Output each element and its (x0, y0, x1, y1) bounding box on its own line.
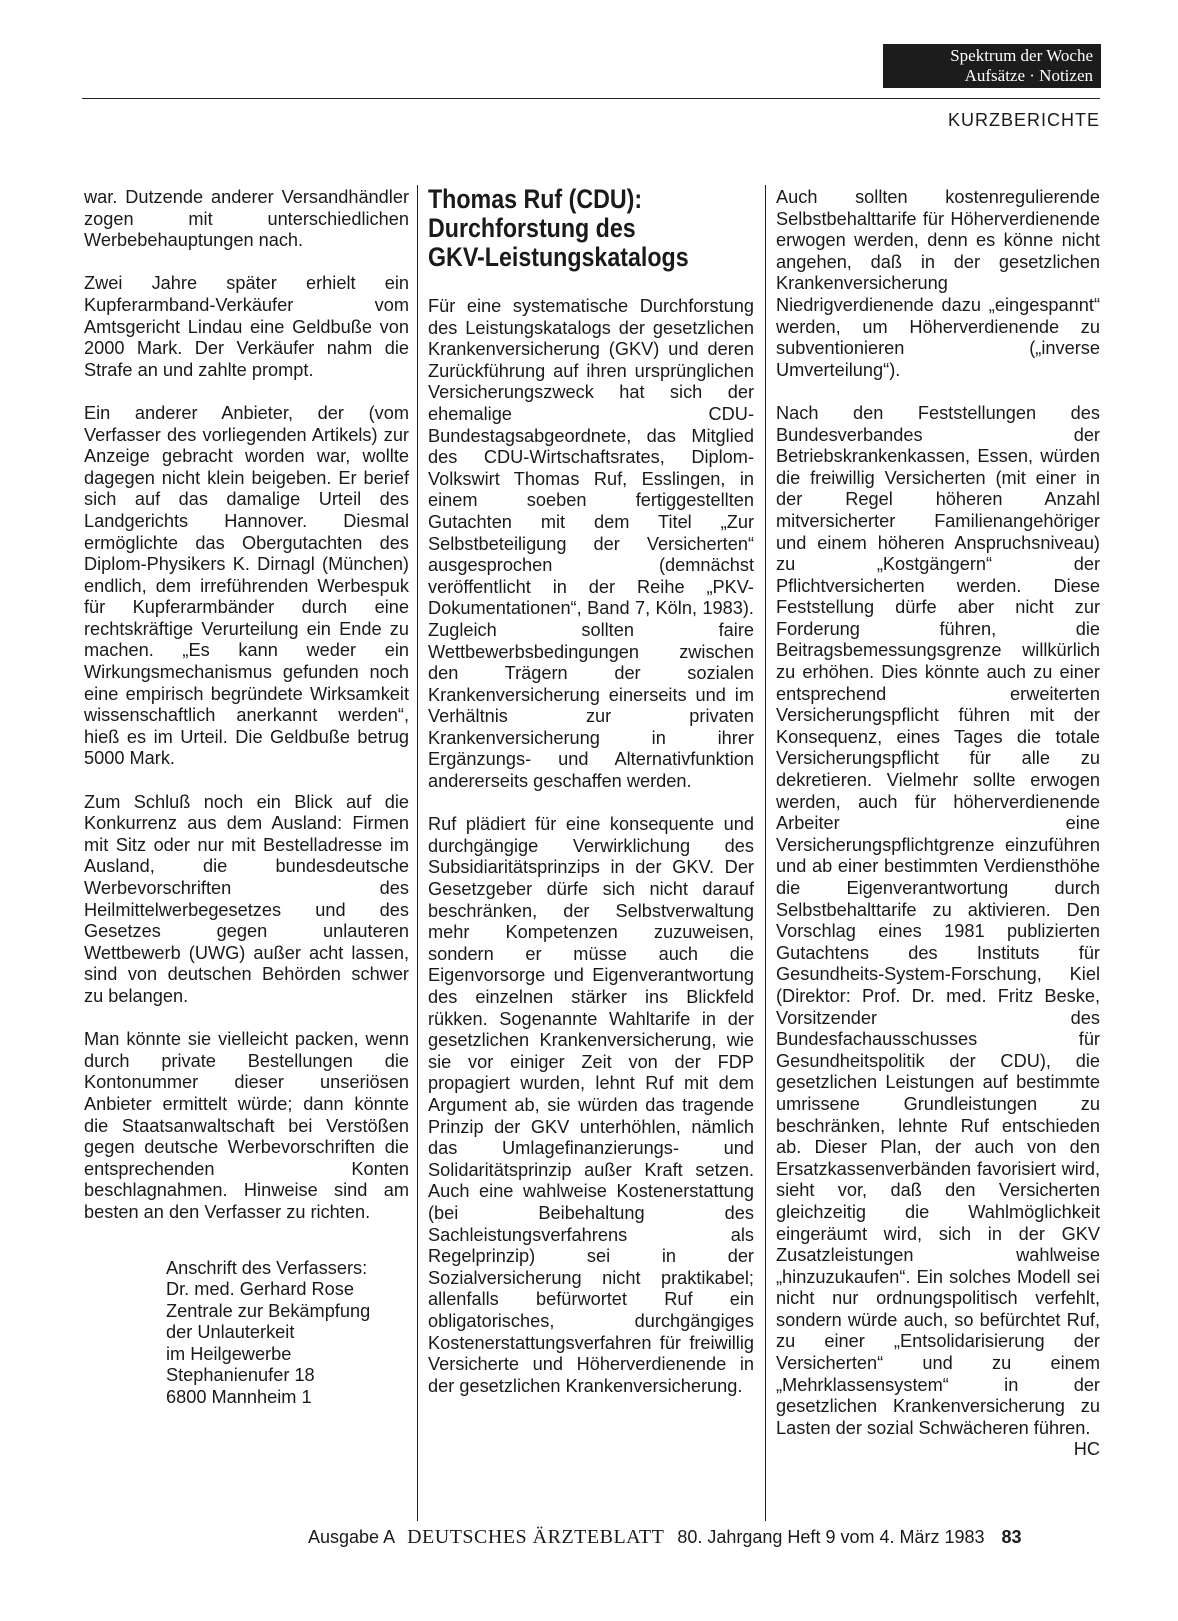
paragraph: Zwei Jahre später erhielt ein Kupferarmband-Verkäufer vom Amtsgericht Lindau eine Geldbuße von 2000 Mark. Der Verkäufer nahm die Strafe an und zahlte prompt. (84, 273, 409, 380)
section-title: KURZBERICHTE (947, 110, 1100, 130)
footer-issue: 80. Jahrgang Heft 9 vom 4. März 1983 (677, 1527, 985, 1547)
footer-journal: DEUTSCHES ÄRZTEBLATT (407, 1526, 665, 1548)
paragraph: war. Dutzende anderer Versandhändler zogen mit unterschiedlichen Werbebehauptungen nach. (84, 187, 409, 251)
paragraph: Auch sollten kostenregulierende Selbstbehalttarife für Höherverdienende erwogen werden, denn es könne nicht angehen, daß in der gesetzlichen Krankenversicherung Niedrigverdienende dazu „eingespannt“ werden, um Höherverdienende zu subventionieren („inverse Umverteilung“). (776, 187, 1100, 380)
paragraph: Man könnte sie vielleicht packen, wenn durch private Bestellungen die Kontonummer dieser unseriösen Anbieter ermittelt würde; dann könnte die Staatsanwaltschaft bei Verstößen gegen deutsche Werbevorschriften die entsprechenden Konten beschlagnahmen. Hinweise sind am besten an den Verfasser zu richten. (84, 1029, 409, 1222)
section-badge (883, 44, 1101, 88)
page-footer (308, 1526, 1022, 1549)
paragraph: Nach den Feststellungen des Bundesverbandes der Betriebskrankenkassen, Essen, würden die freiwillig Versicherten (mit einer in der Regel höheren Anzahl mitversicherter Familienangehöriger und einem höheren Anspruchsniveau) zu „Kostgängern“ der Pflichtversicherten werden. Diese Feststellung dürfe aber nicht zur Forderung führen, die Beitragsbemessungsgrenze willkürlich zu erhöhen. Dies könnte auch zu einer entsprechend erweiterten Versicherungspflicht führen mit der Konsequenz, eines Tages die totale Versicherungspflicht für alle zu dekretieren. Vielmehr sollte erwogen werden, auch für höherverdienende Arbeiter eine Versicherungspflichtgrenze einzuführen und ab einer bestimmten Verdiensthöhe die Eigenverantwortung durch Selbstbehalttarife zu aktivieren. Den Vorschlag eines 1981 publizierten Gutachtens des Instituts für Gesundheits-System-Forschung, Kiel (Direktor: Prof. Dr. med. Fritz Beske, Vorsitzender des Bundesfachausschusses für Gesundheitspolitik der CDU), die gesetzlichen Leistungen auf bestimmte umrissene Grundleistungen zu beschränken, lehnte Ruf entschieden ab. Dieser Plan, der auch von den Ersatzkassenverbänden favorisiert wird, sieht vor, daß den Versicherten gleichzeitig die Wahlmöglichkeit eingeräumt wird, sich in der GKV Zusatzleistungen wahlweise „hinzuzukaufen“. Ein solches Modell sei nicht nur ordnungspolitisch verfehlt, sondern würde auch, so befürchtet Ruf, zu einer „Entsolidarisierung der Versicherten“ und zu einem „Mehrklassensystem“ in der gesetzlichen Krankenversicherung zu Lasten der sozial Schwächeren führen. (776, 402, 1100, 1438)
address-line: Stephanienufer 18 (166, 1365, 315, 1386)
badge-line-1: Spektrum der Woche (950, 46, 1093, 65)
author-address (84, 1258, 409, 1409)
paragraph: Ein anderer Anbieter, der (vom Verfasser des vorliegenden Artikels) zur Anzeige gebracht worden war, wollte dagegen nicht klein beigeben. Er berief sich auf das damalige Urteil des Landgerichts Hannover. Diesmal ermöglichte das Obergutachten des Diplom-Physikers K. Dirnagl (München) endlich, dem irreführenden Werbespuk für Kupferarmbänder durch eine rechtskräftige Verurteilung ein Ende zu machen. „Es kann weder ein Wirkungsmechanismus gefunden noch eine empirisch begründete Wirksamkeit wissenschaftlich anerkannt werden“, hieß es im Urteil. Die Geldbuße betrug 5000 Mark. (84, 402, 409, 769)
column-3 (776, 187, 1100, 1461)
page-number: 83 (1001, 1527, 1022, 1547)
column-1 (84, 187, 409, 1409)
headline-line: Thomas Ruf (CDU): (428, 184, 643, 214)
address-line: Anschrift des Verfassers: (166, 1257, 368, 1278)
paragraph: Zum Schluß noch ein Blick auf die Konkurrenz aus dem Ausland: Firmen mit Sitz oder nur mit Bestelladresse im Ausland, die bundesdeutsche Werbevorschriften des Heilmittelwerbegesetzes und des Gesetzes gegen unlauteren Wettbewerb (UWG) außer acht lassen, sind von deutschen Behörden schwer zu belangen. (84, 791, 409, 1006)
headline-line: Durchforstung des (428, 213, 636, 243)
paragraph: Ruf plädiert für eine konsequente und durchgängige Verwirklichung des Subsidiaritätsprinzips in der GKV. Der Gesetzgeber dürfe sich nicht darauf beschränken, der Selbstverwaltung mehr Kompetenzen zuzuweisen, sondern er müsse auch die Eigenvorsorge und Eigenverantwortung des einzelnen stärker ins Blickfeld rükken. Sogenannte Wahltarife in der gesetzlichen Krankenversicherung, wie sie vor einiger Zeit von der FDP propagiert wurden, lehnt Ruf mit dem Argument ab, sie würden das tragende Prinzip der GKV unterhöhlen, nämlich das Umlagefinanzierungs- und Solidaritätsprinzip außer Kraft setzen. Auch eine wahlweise Kostenerstattung (bei Beibehaltung des Sachleistungsverfahrens als Regelprinzip) sei in der Sozialversicherung nicht praktikabel; allenfalls befürwortet Ruf ein obligatorisches, durchgängiges Kostenerstattungsverfahren für freiwillig Versicherte und Höherverdienende in der gesetzlichen Krankenversicherung. (428, 814, 754, 1396)
column-divider-1 (417, 185, 418, 1521)
badge-line-2: Aufsätze · Notizen (964, 66, 1093, 85)
address-line: im Heilgewerbe (166, 1343, 292, 1364)
address-line: der Unlauterkeit (166, 1322, 295, 1343)
address-line: Zentrale zur Bekämpfung (166, 1300, 371, 1321)
headline-line: GKV-Leistungskatalogs (428, 242, 689, 272)
address-line: Dr. med. Gerhard Rose (166, 1279, 355, 1300)
address-line: 6800 Mannheim 1 (166, 1387, 312, 1408)
paragraph: Für eine systematische Durchforstung des Leistungskatalogs der gesetzlichen Krankenversicherung (GKV) und deren Zurückführung auf ihren ursprünglichen Versicherungszweck hat sich der ehemalige CDU-Bundestagsabgeordnete, das Mitglied des CDU-Wirtschaftsrates, Diplom-Volkswirt Thomas Ruf, Esslingen, in einem soeben fertiggestellten Gutachten mit dem Titel „Zur Selbstbeteiligung der Versicherten“ ausgesprochen (demnächst veröffentlicht in der Reihe „PKV-Dokumentationen“, Band 7, Köln, 1983). Zugleich sollten faire Wettbewerbsbedingungen zwischen den Trägern der sozialen Krankenversicherung einerseits und im Verhältnis zur privaten Krankenversicherung in ihrer Ergänzungs- und Alternativfunktion andererseits geschaffen werden. (428, 296, 754, 792)
author-signature: HC (1073, 1439, 1100, 1460)
article-headline (428, 185, 753, 272)
column-2 (428, 184, 754, 1419)
footer-edition: Ausgabe A (308, 1527, 395, 1547)
signature-row (776, 1439, 1100, 1461)
header-rule (82, 98, 1100, 99)
column-divider-2 (765, 185, 766, 1521)
